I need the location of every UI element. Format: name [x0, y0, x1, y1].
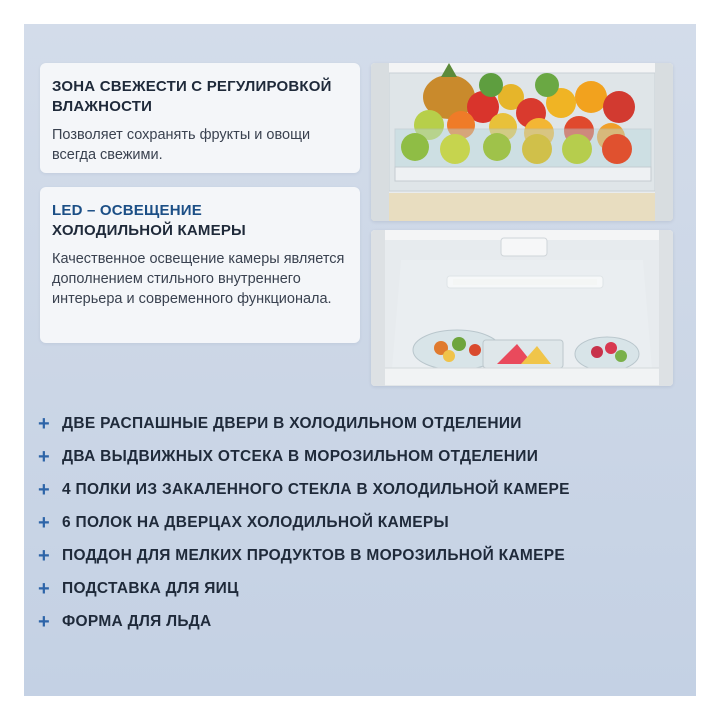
feature-list — [38, 407, 688, 638]
plus-icon: + — [38, 610, 50, 633]
freshness-zone-title: ЗОНА СВЕЖЕСТИ С РЕГУЛИРОВКОЙ ВЛАЖНОСТИ — [52, 78, 332, 115]
feature-text: 6 ПОЛОК НА ДВЕРЦАХ ХОЛОДИЛЬНОЙ КАМЕРЫ — [62, 513, 449, 531]
plus-icon: + — [38, 577, 50, 600]
feature-text: ПОДДОН ДЛЯ МЕЛКИХ ПРОДУКТОВ В МОРОЗИЛЬНОЙ КАМЕРЕ — [62, 546, 566, 564]
feature-item — [38, 506, 688, 539]
led-lighting-card — [40, 187, 360, 343]
feature-item — [38, 440, 688, 473]
feature-item — [38, 605, 688, 638]
plus-icon: + — [38, 544, 50, 567]
feature-item — [38, 473, 688, 506]
freshness-zone-text: Позволяет сохранять фрукты и овощи всегда свежими. — [52, 127, 311, 163]
plus-icon: + — [38, 511, 50, 534]
led-lighting-title-main: ХОЛОДИЛЬНОЙ КАМЕРЫ — [52, 222, 246, 239]
feature-text: ПОДСТАВКА ДЛЯ ЯИЦ — [62, 579, 239, 597]
fruit-drawer-photo — [371, 63, 673, 221]
feature-item — [38, 407, 688, 440]
led-lighting-title-accent: LED – ОСВЕЩЕНИЕ — [52, 202, 202, 219]
feature-text: 4 ПОЛКИ ИЗ ЗАКАЛЕННОГО СТЕКЛА В ХОЛОДИЛЬНОЙ КАМЕРЕ — [62, 480, 570, 498]
plus-icon: + — [38, 445, 50, 468]
led-lighting-text: Качественное освещение камеры является дополнением стильного внутреннего интерьера и современного функционала. — [52, 251, 345, 307]
led-lighting-title — [52, 201, 348, 241]
feature-item — [38, 572, 688, 605]
feature-text: ДВЕ РАСПАШНЫЕ ДВЕРИ В ХОЛОДИЛЬНОМ ОТДЕЛЕНИИ — [62, 414, 522, 432]
plus-icon: + — [38, 412, 50, 435]
freshness-zone-card — [40, 63, 360, 173]
led-interior-photo — [371, 230, 673, 386]
plus-icon: + — [38, 478, 50, 501]
feature-item — [38, 539, 688, 572]
product-infographic — [24, 24, 696, 696]
feature-text: ДВА ВЫДВИЖНЫХ ОТСЕКА В МОРОЗИЛЬНОМ ОТДЕЛЕНИИ — [62, 447, 539, 465]
feature-text: ФОРМА ДЛЯ ЛЬДА — [62, 612, 212, 630]
